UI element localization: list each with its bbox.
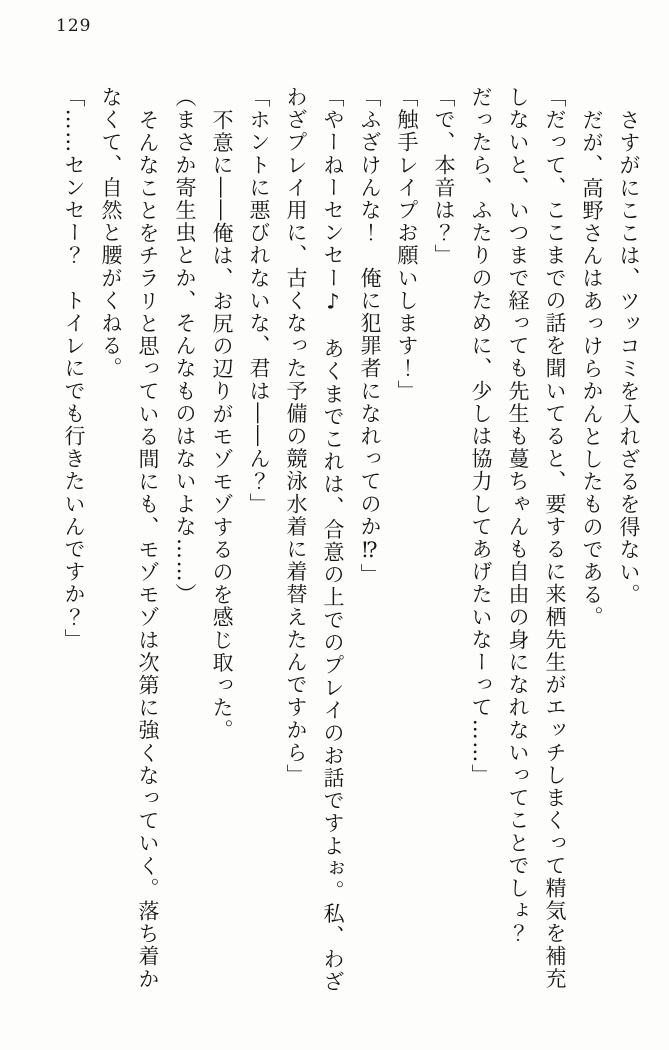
text-columns (55, 86, 647, 998)
text-line: しないと、いつまで経っても先生も蔓ちゃんも自由の身になれないってことでしょ？ (506, 86, 530, 945)
text-line: わざプレイ用に、古くなった予備の競泳水着に着替えたんですから」 (284, 86, 308, 787)
text-line: だったら、ふたりのために、少しは協力してあげたいなーって……」 (469, 86, 493, 787)
text-line: 「やーねーセンセー♪ あくまでこれは、合意の上でのプレイのお話ですよぉ。私、わざ (321, 86, 345, 993)
text-line: そんなことをチラリと思っている間にも、モゾモゾは次第に強くなっていく。落ち着か (136, 109, 160, 991)
page-number: 129 (56, 16, 92, 36)
text-line: 「ホントに悪びれないな、君は――ん？」 (247, 86, 271, 516)
text-line: 「……センセー？ トイレにでも行きたいんですか？」 (62, 86, 86, 651)
text-line: 「ふざけんな！ 俺に犯罪者になれってのか⁉」 (358, 86, 382, 587)
text-line: なくて、自然と腰がくねる。 (99, 86, 123, 380)
text-line: さすがにここは、ツッコミを入れざるを得ない。 (617, 109, 641, 607)
text-line: （まさか寄生虫とか、そんなものはないよな……） (173, 86, 197, 606)
text-line: 「で、本音は？」 (432, 86, 456, 267)
text-line: 「触手レイプお願いします！」 (395, 86, 419, 403)
text-line: だが、高野さんはあっけらかんとしたものである。 (580, 109, 604, 629)
text-line: 「だって、ここまでの話を聞いてると、要するに来栖先生がエッチしまくって精気を補充 (543, 86, 567, 990)
text-line: 不意に――俺は、お尻の辺りがモゾモゾするのを感じ取った。 (210, 109, 234, 742)
